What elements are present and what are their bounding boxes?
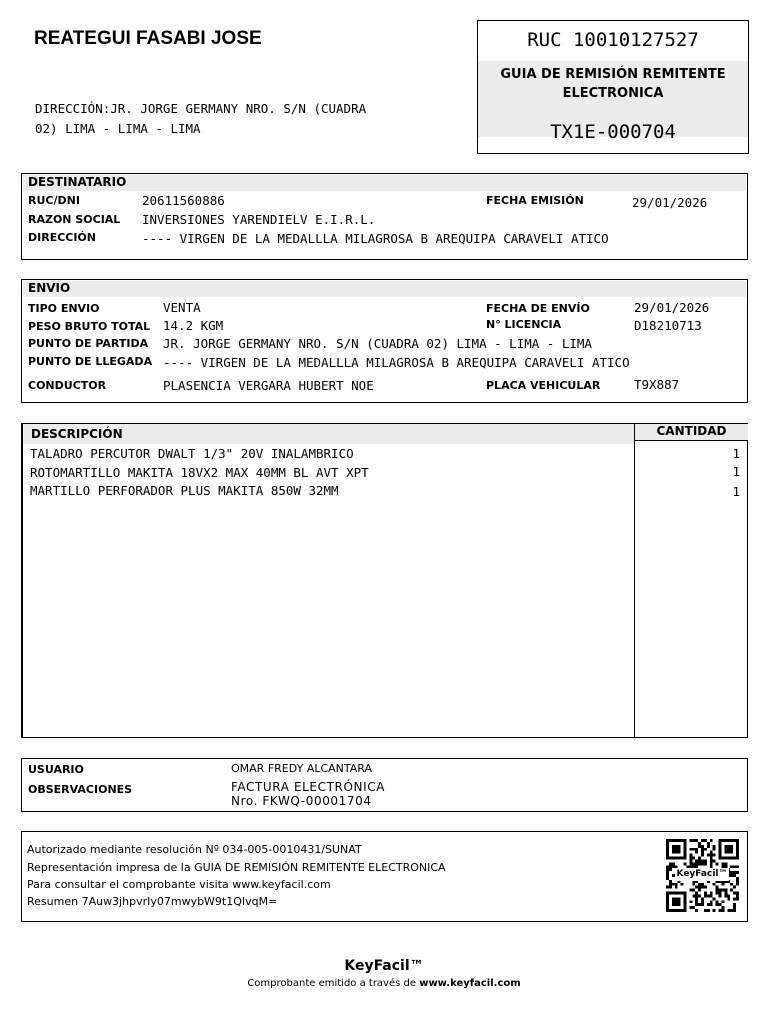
legal-line3: Para consultar el comprobante visita www.keyfacil.com [27,878,331,891]
punto-llegada-label: PUNTO DE LLEGADA [28,355,153,368]
fecha-envio-value: 29/01/2026 [634,300,710,315]
fecha-emision-value: 29/01/2026 [632,195,708,210]
peso-bruto-label: PESO BRUTO TOTAL [28,320,151,333]
conductor-label: CONDUCTOR [28,379,107,392]
fecha-emision-label: FECHA EMISIÓN [486,194,584,207]
issuer-address-line2: 02) LIMA - LIMA - LIMA [35,121,201,136]
licencia-value: D18210713 [634,318,702,333]
doc-number: TX1E-000704 [550,121,676,143]
footer-tagline [0,978,768,989]
qr-code-icon [666,839,739,912]
direccion-label: DIRECCIÓN [28,231,97,244]
conductor-value: PLASENCIA VERGARA HUBERT NOE [163,378,374,393]
issuer-name: REATEGUI FASABI JOSE [34,28,262,49]
legal-line1: Autorizado mediante resolución Nº 034-005-0010431/SUNAT [27,843,362,856]
item-qty: 1 [732,464,740,479]
column-divider [634,424,635,737]
items-table [21,423,748,738]
fecha-envio-label: FECHA DE ENVÍO [486,302,590,315]
destinatario-section [21,173,748,260]
punto-llegada-value: ---- VIRGEN DE LA MEDALLLA MILAGROSA B AREQUIPA CARAVELI ATICO [163,355,630,370]
issuer-address-line1: DIRECCIÓN:JR. JORGE GERMANY NRO. S/N (CUADRA [35,101,367,116]
legal-section [21,831,748,922]
observaciones-line1: FACTURA ELECTRÓNICA [231,780,386,794]
item-desc: MARTILLO PERFORADOR PLUS MAKITA 850W 32MM [30,483,339,498]
observaciones-label: OBSERVACIONES [28,783,133,796]
qr-brand-label: KeyFacil™ [676,869,728,879]
footer-tagline-prefix: Comprobante emitido a través de [247,978,420,989]
doc-type-line1: GUIA DE REMISIÓN REMITENTE [500,67,726,82]
tipo-envio-value: VENTA [163,300,201,315]
destinatario-title: DESTINATARIO [28,175,127,189]
ruc-number: RUC 10010127527 [527,29,699,51]
envio-band [23,281,746,297]
legal-line4: Resumen 7Auw3jhpvrIy07mwybW9t1QIvqM= [27,895,278,908]
usuario-label: USUARIO [28,763,84,776]
observaciones-line2: Nro. FKWQ-00001704 [231,794,372,808]
tipo-envio-label: TIPO ENVIO [28,302,100,315]
footer-brand: KeyFacil™ [344,958,424,974]
destinatario-band [23,175,746,191]
placa-label: PLACA VEHICULAR [486,379,601,392]
peso-bruto-value: 14.2 KGM [163,318,224,333]
doc-type-line2: ELECTRONICA [562,86,664,101]
item-qty: 1 [732,484,740,499]
punto-partida-label: PUNTO DE PARTIDA [28,337,149,350]
ruc-dni-value: 20611560886 [142,193,225,208]
item-desc: TALADRO PERCUTOR DWALT 1/3" 20V INALAMBRICO [30,446,354,461]
licencia-label: N° LICENCIA [486,318,562,331]
document-id-box [477,20,749,154]
razon-social-value: INVERSIONES YARENDIELV E.I.R.L. [142,212,376,227]
ruc-dni-label: RUC/DNI [28,194,80,207]
item-desc: ROTOMARTILLO MAKITA 18VX2 MAX 40MM BL AVT XPT [30,465,369,480]
legal-line2: Representación impresa de la GUIA DE REMISIÓN REMITENTE ELECTRONICA [27,861,446,874]
razon-social-label: RAZON SOCIAL [28,213,121,226]
desc-header: DESCRIPCIÓN [31,427,123,441]
item-qty: 1 [732,446,740,461]
usuario-section [21,758,748,812]
qty-header: CANTIDAD [656,424,727,438]
footer-link[interactable]: www.keyfacil.com [419,978,521,989]
direccion-value: ---- VIRGEN DE LA MEDALLLA MILAGROSA B AREQUIPA CARAVELI ATICO [142,231,609,246]
envio-section [21,279,748,403]
punto-partida-value: JR. JORGE GERMANY NRO. S/N (CUADRA 02) LIMA - LIMA - LIMA [163,336,592,351]
placa-value: T9X887 [634,377,680,392]
usuario-value: OMAR FREDY ALCANTARA [231,762,373,775]
envio-title: ENVIO [28,281,71,295]
